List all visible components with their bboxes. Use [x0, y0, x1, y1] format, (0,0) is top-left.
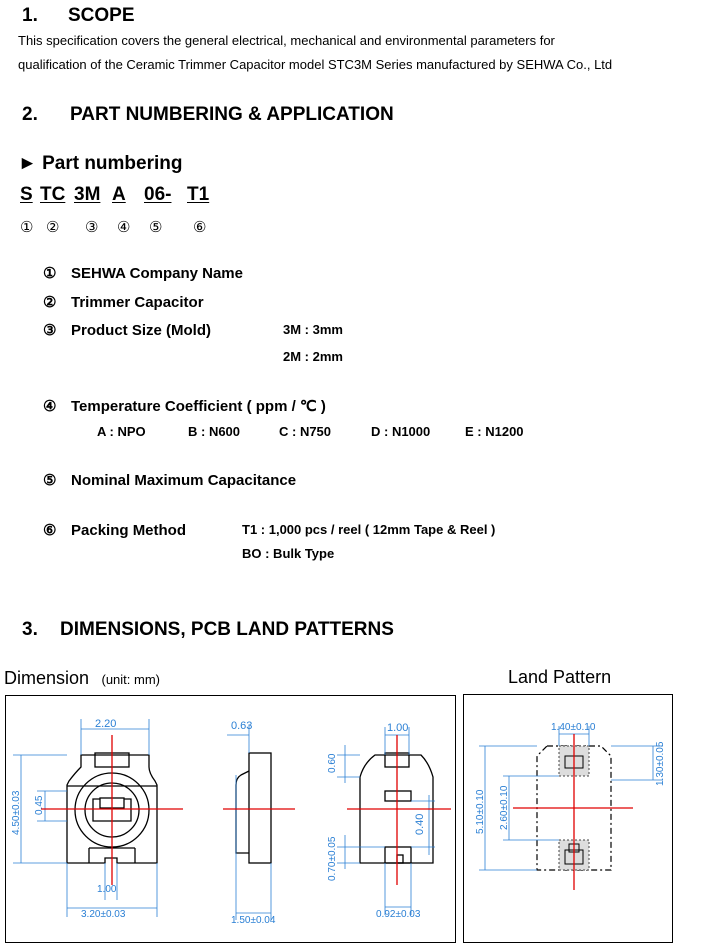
- item-6-label: Packing Method: [71, 522, 187, 539]
- circ-4: ④: [117, 219, 131, 236]
- code-size: 3M: [74, 184, 101, 205]
- circ-1: ①: [20, 219, 34, 236]
- dim-width: 3.20±0.03: [81, 909, 126, 920]
- land-pattern-drawing: [463, 694, 673, 943]
- item-3-opt-2: 2M : 2mm: [283, 349, 343, 364]
- item-1-num: ①: [43, 265, 57, 282]
- item-5-num: ⑤: [43, 472, 57, 489]
- item-4-num: ④: [43, 398, 57, 415]
- code-tc-code: A: [112, 184, 126, 205]
- item-5: [43, 471, 296, 489]
- land-pattern-title: Land Pattern: [508, 667, 612, 687]
- scope-line-1: This specification covers the general electrical, mechanical and environmental parameters for: [18, 33, 555, 48]
- code-cap: [144, 184, 171, 206]
- dim-slot: 1.00: [97, 884, 117, 895]
- item-4-label: Temperature Coefficient ( ppm / ℃ ): [71, 398, 326, 415]
- dim-top-width: 2.20: [95, 718, 117, 730]
- item-6-num: ⑥: [43, 522, 57, 539]
- section-1-heading: [22, 5, 135, 27]
- land-left-inner-dim: 2.60±0.10: [499, 785, 510, 830]
- item-3-opt-1: 3M : 3mm: [283, 322, 343, 337]
- code-cap-text: 06-: [144, 184, 172, 205]
- item-2-num: ②: [43, 294, 57, 311]
- dim-height: 4.50±0.03: [11, 790, 22, 835]
- circ-6: ⑥: [193, 219, 207, 236]
- code-s: S: [20, 184, 33, 205]
- code-tc: TC: [40, 184, 66, 205]
- land-left-outer-dim: 5.10±0.10: [475, 789, 486, 834]
- dimension-title: Dimension: [4, 668, 90, 688]
- item-3-num: ③: [43, 322, 57, 339]
- dimension-caption: [4, 668, 160, 689]
- tc-opt-e: E : N1200: [465, 424, 524, 439]
- tc-opt-a: A : NPO: [97, 424, 146, 439]
- dim-side-width: 1.50±0.04: [231, 915, 276, 926]
- circ-3: ③: [85, 219, 99, 236]
- dim-inner: 0.45: [34, 795, 45, 815]
- section-3-number: 3.: [22, 619, 38, 640]
- dim-back-left-top: 0.60: [327, 753, 338, 773]
- item-2: [43, 293, 204, 311]
- section-3-heading: [22, 619, 394, 641]
- item-2-label: Trimmer Capacitor: [71, 294, 204, 311]
- side-view: [236, 753, 271, 863]
- section-2-title: PART NUMBERING & APPLICATION: [70, 104, 394, 125]
- dim-back-left-bot: 0.70±0.05: [327, 836, 338, 881]
- tc-opt-b: B : N600: [188, 424, 241, 439]
- dim-side-top: 0.63: [231, 720, 253, 732]
- item-6: [43, 521, 186, 539]
- item-1-label: SEHWA Company Name: [71, 265, 243, 282]
- item-4: [43, 397, 326, 415]
- item-6-opt-2: BO : Bulk Type: [242, 546, 335, 561]
- dimension-unit: (unit: mm): [101, 672, 160, 687]
- item-5-label: Nominal Maximum Capacitance: [71, 472, 297, 489]
- circ-2: ②: [46, 219, 60, 236]
- section-3-title: DIMENSIONS, PCB LAND PATTERNS: [60, 619, 394, 640]
- item-6-opt-1: T1 : 1,000 pcs / reel ( 12mm Tape & Reel ): [242, 522, 496, 537]
- item-1: [43, 264, 243, 282]
- dim-back-mid: 0.40: [414, 813, 426, 835]
- tc-opt-c: C : N750: [279, 424, 332, 439]
- land-right-dim: 1.30±0.05: [655, 741, 666, 786]
- dimension-drawing: [5, 695, 456, 943]
- part-numbering-subtitle: ► Part numbering: [18, 153, 183, 174]
- item-3-label: Product Size (Mold): [71, 322, 211, 339]
- section-2-number: 2.: [22, 104, 38, 125]
- dim-back-top: 1.00: [387, 722, 409, 734]
- circ-5: ⑤: [149, 219, 163, 236]
- section-1-number: 1.: [22, 5, 38, 26]
- section-1-title: SCOPE: [68, 5, 135, 26]
- tc-opt-d: D : N1000: [371, 424, 431, 439]
- section-2-heading: [22, 104, 394, 126]
- scope-line-2: qualification of the Ceramic Trimmer Capacitor model STC3M Series manufactured by SEHWA Co., Ltd: [18, 57, 613, 72]
- item-3: [43, 321, 211, 339]
- dim-back-bot: 0.92±0.03: [376, 909, 421, 920]
- code-pack: T1: [187, 184, 210, 205]
- land-top-dim: 1.40±0.10: [551, 722, 596, 733]
